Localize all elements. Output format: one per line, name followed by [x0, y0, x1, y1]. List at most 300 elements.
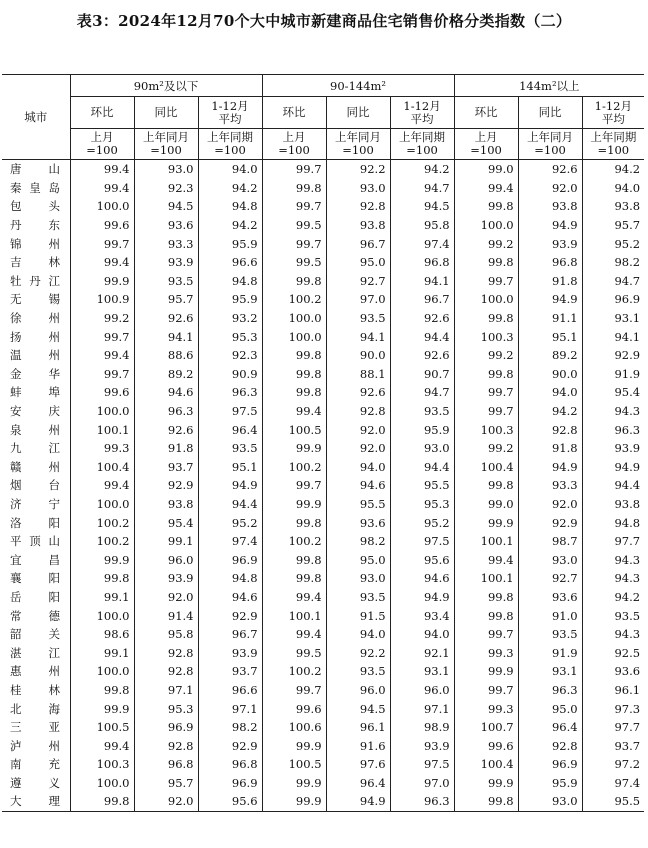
index-value: 95.2	[390, 513, 454, 532]
index-value: 100.1	[454, 532, 518, 551]
index-value: 93.0	[518, 792, 582, 811]
index-value: 91.9	[614, 366, 641, 381]
index-value: 93.6	[134, 216, 198, 235]
index-value: 93.0	[326, 179, 390, 198]
table-row	[2, 681, 644, 700]
index-value: 94.4	[390, 458, 454, 477]
index-value: 93.4	[390, 606, 454, 625]
index-value: 94.3	[614, 552, 641, 567]
index-value: 99.8	[454, 309, 518, 328]
index-value: 99.3	[70, 439, 134, 458]
index-value: 100.2	[262, 662, 326, 681]
index-value: 96.6	[198, 681, 262, 700]
index-value: 92.8	[326, 197, 390, 216]
index-value: 95.4	[614, 385, 641, 400]
index-value: 92.6	[518, 160, 582, 179]
index-value: 99.9	[454, 513, 518, 532]
index-value: 99.4	[70, 160, 134, 179]
index-value: 100.1	[70, 420, 134, 439]
table-row	[2, 365, 644, 384]
index-value: 95.9	[390, 420, 454, 439]
city-name	[2, 160, 70, 179]
index-value: 99.7	[454, 681, 518, 700]
index-value: 99.7	[262, 476, 326, 495]
index-value: 94.8	[198, 272, 262, 291]
index-value: 99.7	[262, 234, 326, 253]
city-label: 北海	[10, 701, 60, 716]
city-name	[2, 216, 70, 235]
index-value: 96.8	[198, 755, 262, 774]
index-value: 100.0	[70, 606, 134, 625]
index-value: 99.1	[70, 643, 134, 662]
table-row	[2, 569, 644, 588]
index-value: 99.8	[262, 513, 326, 532]
index-value: 96.3	[518, 681, 582, 700]
index-value: 99.9	[262, 439, 326, 458]
index-value: 94.9	[518, 290, 582, 309]
city-label: 泉州	[10, 422, 60, 437]
index-value: 92.8	[518, 420, 582, 439]
index-value: 99.7	[262, 160, 326, 179]
city-name	[2, 718, 70, 737]
index-value: 92.0	[134, 588, 198, 607]
index-value: 96.8	[134, 755, 198, 774]
index-value: 92.8	[134, 643, 198, 662]
index-value: 97.2	[614, 757, 641, 772]
index-value: 93.8	[326, 216, 390, 235]
index-value: 94.6	[390, 569, 454, 588]
index-value: 99.8	[454, 588, 518, 607]
index-value: 100.5	[262, 420, 326, 439]
city-name	[2, 513, 70, 532]
table-row	[2, 699, 644, 718]
index-value: 92.5	[614, 645, 641, 660]
index-value: 94.9	[390, 588, 454, 607]
city-name	[2, 458, 70, 477]
sub-header: 同比	[326, 97, 390, 129]
index-value: 100.0	[70, 774, 134, 793]
index-value: 93.7	[198, 662, 262, 681]
index-value: 99.6	[454, 736, 518, 755]
city-name	[2, 699, 70, 718]
base-header: 上年同期 =100	[198, 129, 262, 160]
index-value: 100.0	[454, 290, 518, 309]
index-value: 97.7	[614, 720, 641, 735]
base-header: 上年同期 =100	[390, 129, 454, 160]
index-value: 96.3	[614, 422, 641, 437]
index-value: 93.8	[134, 495, 198, 514]
table-row	[2, 792, 644, 811]
city-name	[2, 420, 70, 439]
index-value: 100.5	[262, 755, 326, 774]
city-label: 湛江	[10, 645, 60, 660]
index-value: 99.6	[70, 383, 134, 402]
table-row	[2, 662, 644, 681]
index-value: 99.1	[134, 532, 198, 551]
city-label: 温州	[10, 348, 60, 363]
index-value: 94.9	[518, 216, 582, 235]
index-value: 90.7	[390, 365, 454, 384]
index-value: 96.3	[134, 402, 198, 421]
index-value: 99.5	[262, 253, 326, 272]
index-value: 100.7	[454, 718, 518, 737]
index-value: 95.6	[390, 550, 454, 569]
index-value: 94.5	[134, 197, 198, 216]
index-value: 95.9	[518, 774, 582, 793]
sub-header: 环比	[70, 97, 134, 129]
index-value: 92.0	[518, 495, 582, 514]
index-value: 90.0	[326, 346, 390, 365]
index-value: 97.4	[198, 532, 262, 551]
index-value: 94.7	[390, 179, 454, 198]
index-value: 93.0	[134, 160, 198, 179]
index-value: 93.5	[390, 402, 454, 421]
price-index-table	[2, 74, 644, 812]
index-value: 99.9	[70, 550, 134, 569]
index-value: 100.2	[70, 532, 134, 551]
index-value: 94.9	[198, 476, 262, 495]
table-title: 表3：2024年12月70个大中城市新建商品住宅销售价格分类指数（二）	[76, 12, 572, 30]
index-value: 94.2	[614, 162, 641, 177]
index-value: 100.5	[70, 718, 134, 737]
index-value: 94.1	[390, 272, 454, 291]
index-value: 97.5	[390, 755, 454, 774]
city-label: 秦皇岛	[10, 180, 60, 195]
index-value: 99.5	[262, 643, 326, 662]
index-value: 99.7	[70, 234, 134, 253]
index-value: 97.1	[134, 681, 198, 700]
city-name	[2, 774, 70, 793]
index-value: 99.8	[454, 606, 518, 625]
index-value: 91.0	[518, 606, 582, 625]
index-value: 100.2	[262, 532, 326, 551]
sub-header: 环比	[262, 97, 326, 129]
city-name	[2, 179, 70, 198]
table-row	[2, 309, 644, 328]
index-value: 99.7	[454, 383, 518, 402]
index-value: 92.6	[134, 309, 198, 328]
index-value: 94.7	[614, 273, 641, 288]
index-value: 99.9	[70, 699, 134, 718]
index-value: 94.6	[134, 383, 198, 402]
index-value: 99.7	[262, 197, 326, 216]
index-value: 99.8	[454, 253, 518, 272]
index-value: 93.7	[134, 458, 198, 477]
city-name	[2, 346, 70, 365]
city-column-header: 城市	[2, 75, 70, 160]
index-value: 99.8	[262, 272, 326, 291]
table-row	[2, 643, 644, 662]
index-value: 99.4	[70, 346, 134, 365]
index-value: 96.7	[326, 234, 390, 253]
index-value: 100.3	[454, 420, 518, 439]
index-value: 96.1	[614, 682, 641, 697]
index-value: 100.2	[70, 513, 134, 532]
index-value: 97.5	[198, 402, 262, 421]
index-value: 92.0	[326, 420, 390, 439]
index-value: 99.9	[262, 736, 326, 755]
index-value: 99.9	[262, 792, 326, 811]
index-value: 94.4	[614, 478, 641, 493]
index-value: 95.0	[326, 550, 390, 569]
index-value: 99.4	[262, 588, 326, 607]
index-value: 99.8	[454, 197, 518, 216]
index-value: 88.1	[326, 365, 390, 384]
index-value: 93.5	[518, 625, 582, 644]
index-value: 99.1	[70, 588, 134, 607]
index-value: 88.6	[134, 346, 198, 365]
city-label: 岳阳	[10, 589, 60, 604]
table-row	[2, 197, 644, 216]
city-label: 金华	[10, 366, 60, 381]
index-value: 92.6	[390, 346, 454, 365]
index-value: 93.9	[614, 441, 641, 456]
index-value: 96.9	[134, 718, 198, 737]
index-value: 96.9	[198, 550, 262, 569]
city-name	[2, 736, 70, 755]
index-value: 96.8	[518, 253, 582, 272]
table-row	[2, 327, 644, 346]
index-value: 92.0	[326, 439, 390, 458]
index-value: 94.8	[198, 569, 262, 588]
index-value: 96.7	[390, 290, 454, 309]
index-value: 100.1	[262, 606, 326, 625]
index-value: 93.6	[614, 664, 641, 679]
index-value: 94.8	[198, 197, 262, 216]
index-value: 93.2	[198, 309, 262, 328]
index-value: 100.2	[262, 458, 326, 477]
index-value: 92.2	[326, 643, 390, 662]
city-label: 徐州	[10, 311, 60, 326]
index-value: 99.4	[70, 179, 134, 198]
index-value: 92.7	[326, 272, 390, 291]
city-label: 南充	[10, 757, 60, 772]
index-value: 99.7	[70, 327, 134, 346]
index-value: 94.5	[390, 197, 454, 216]
index-value: 97.4	[614, 775, 641, 790]
index-value: 95.7	[134, 774, 198, 793]
city-label: 锦州	[10, 236, 60, 251]
city-name	[2, 439, 70, 458]
index-value: 92.9	[134, 476, 198, 495]
index-value: 93.5	[326, 662, 390, 681]
table-row	[2, 513, 644, 532]
table-row	[2, 383, 644, 402]
index-value: 95.5	[326, 495, 390, 514]
index-value: 93.3	[134, 234, 198, 253]
index-value: 96.8	[390, 253, 454, 272]
index-value: 93.5	[198, 439, 262, 458]
table-row	[2, 736, 644, 755]
index-value: 100.1	[454, 569, 518, 588]
index-value: 91.9	[518, 643, 582, 662]
index-value: 94.0	[198, 160, 262, 179]
index-value: 100.6	[262, 718, 326, 737]
index-value: 92.0	[134, 792, 198, 811]
index-value: 93.6	[326, 513, 390, 532]
index-value: 99.9	[262, 774, 326, 793]
city-name	[2, 365, 70, 384]
city-label: 赣州	[10, 459, 60, 474]
index-value: 96.4	[326, 774, 390, 793]
sub-header: 1-12月 平均	[198, 97, 262, 129]
index-value: 95.8	[134, 625, 198, 644]
index-value: 98.9	[390, 718, 454, 737]
index-value: 100.0	[262, 327, 326, 346]
city-name	[2, 681, 70, 700]
index-value: 93.9	[518, 234, 582, 253]
index-value: 96.9	[518, 755, 582, 774]
sub-header: 同比	[518, 97, 582, 129]
index-value: 98.2	[326, 532, 390, 551]
table-row	[2, 476, 644, 495]
index-value: 98.2	[614, 255, 641, 270]
index-value: 97.3	[614, 701, 641, 716]
index-value: 94.5	[326, 699, 390, 718]
index-value: 95.2	[614, 236, 641, 251]
base-header: 上月 =100	[70, 129, 134, 160]
index-value: 92.3	[134, 179, 198, 198]
index-value: 92.8	[134, 662, 198, 681]
base-header: 上年同期 =100	[582, 129, 644, 160]
index-value: 99.8	[262, 569, 326, 588]
index-value: 97.0	[326, 290, 390, 309]
city-label: 济宁	[10, 496, 60, 511]
index-value: 99.8	[262, 179, 326, 198]
index-value: 95.7	[134, 290, 198, 309]
index-value: 92.3	[198, 346, 262, 365]
index-value: 99.8	[70, 569, 134, 588]
index-value: 92.8	[134, 736, 198, 755]
index-value: 99.8	[262, 550, 326, 569]
index-value: 93.5	[326, 588, 390, 607]
index-value: 94.3	[614, 627, 641, 642]
index-value: 94.9	[326, 792, 390, 811]
index-value: 95.4	[134, 513, 198, 532]
index-value: 96.0	[326, 681, 390, 700]
index-value: 99.8	[70, 792, 134, 811]
base-header: 上年同月 =100	[134, 129, 198, 160]
index-value: 94.9	[614, 459, 641, 474]
index-value: 100.0	[454, 216, 518, 235]
city-label: 三亚	[10, 720, 60, 735]
city-name	[2, 606, 70, 625]
index-value: 93.6	[518, 588, 582, 607]
index-value: 96.9	[614, 292, 641, 307]
index-value: 91.4	[134, 606, 198, 625]
index-value: 93.9	[390, 736, 454, 755]
city-name	[2, 476, 70, 495]
index-value: 93.1	[518, 662, 582, 681]
table-row	[2, 420, 644, 439]
index-value: 95.5	[390, 476, 454, 495]
index-value: 94.3	[614, 571, 641, 586]
table-row	[2, 606, 644, 625]
group-header-large: 144m²以上	[454, 75, 644, 97]
index-value: 93.1	[614, 311, 641, 326]
table-row	[2, 272, 644, 291]
index-value: 99.7	[454, 272, 518, 291]
index-value: 94.2	[390, 160, 454, 179]
index-value: 94.3	[614, 404, 641, 419]
index-value: 92.0	[518, 179, 582, 198]
index-value: 93.9	[134, 253, 198, 272]
city-label: 安庆	[10, 404, 60, 419]
city-name	[2, 383, 70, 402]
index-value: 99.8	[262, 383, 326, 402]
index-value: 94.4	[198, 495, 262, 514]
index-value: 97.5	[390, 532, 454, 551]
index-value: 94.2	[198, 179, 262, 198]
index-value: 92.2	[326, 160, 390, 179]
index-value: 98.2	[198, 718, 262, 737]
table-row	[2, 588, 644, 607]
city-name	[2, 234, 70, 253]
index-value: 93.5	[134, 272, 198, 291]
index-value: 100.4	[70, 458, 134, 477]
index-value: 91.8	[518, 439, 582, 458]
index-value: 94.2	[198, 216, 262, 235]
index-value: 99.4	[262, 625, 326, 644]
city-label: 遵义	[10, 775, 60, 790]
base-header: 上年同月 =100	[518, 129, 582, 160]
index-value: 100.3	[454, 327, 518, 346]
index-value: 95.8	[390, 216, 454, 235]
table-row	[2, 402, 644, 421]
city-name	[2, 569, 70, 588]
index-value: 92.6	[326, 383, 390, 402]
index-value: 99.3	[454, 699, 518, 718]
index-value: 99.0	[454, 160, 518, 179]
index-value: 94.0	[390, 625, 454, 644]
table-row	[2, 179, 644, 198]
index-value: 91.8	[134, 439, 198, 458]
table-row	[2, 458, 644, 477]
index-value: 99.6	[262, 699, 326, 718]
sub-header: 同比	[134, 97, 198, 129]
index-value: 99.8	[454, 792, 518, 811]
index-value: 99.8	[262, 365, 326, 384]
index-value: 93.9	[134, 569, 198, 588]
index-value: 99.7	[262, 681, 326, 700]
index-value: 95.3	[198, 327, 262, 346]
index-value: 95.3	[134, 699, 198, 718]
index-value: 99.3	[454, 643, 518, 662]
index-value: 92.9	[518, 513, 582, 532]
index-value: 99.2	[454, 439, 518, 458]
city-name	[2, 532, 70, 551]
base-header: 上月 =100	[262, 129, 326, 160]
city-label: 丹东	[10, 218, 60, 233]
index-value: 97.0	[390, 774, 454, 793]
index-value: 99.8	[262, 346, 326, 365]
index-value: 94.6	[326, 476, 390, 495]
index-value: 92.1	[390, 643, 454, 662]
city-label: 桂林	[10, 682, 60, 697]
index-value: 99.2	[454, 234, 518, 253]
group-header-small: 90m²及以下	[70, 75, 262, 97]
index-value: 93.5	[614, 608, 641, 623]
index-value: 99.9	[262, 495, 326, 514]
city-label: 常德	[10, 608, 60, 623]
city-label: 包头	[10, 199, 60, 214]
index-value: 91.6	[326, 736, 390, 755]
table-row	[2, 160, 644, 179]
city-label: 扬州	[10, 329, 60, 344]
index-value: 96.4	[198, 420, 262, 439]
index-value: 94.0	[326, 625, 390, 644]
city-label: 洛阳	[10, 515, 60, 530]
